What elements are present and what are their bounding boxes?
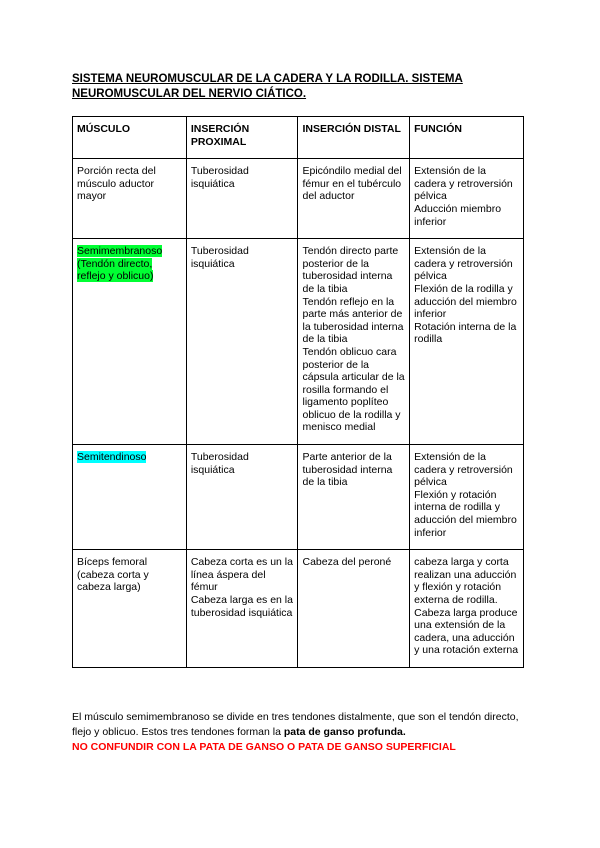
cell-muscle xyxy=(73,239,187,445)
cell-proximal xyxy=(186,159,298,239)
function-line: Extensión de la cadera y retroversión pélvica xyxy=(414,245,513,283)
muscle-name: Porción recta del músculo aductor mayor xyxy=(77,165,156,203)
distal-line: Cabeza del peroné xyxy=(302,556,392,569)
muscle-table xyxy=(72,116,524,668)
distal-line: Tendón directo parte posterior de la tuberosidad interna de la tibia xyxy=(302,245,399,295)
proximal-line: Cabeza larga es en la tuberosidad isquiática xyxy=(190,594,293,619)
notes-bold: pata de ganso profunda. xyxy=(283,726,406,738)
function-line: Flexión y rotación interna de rodilla y aducción del miembro inferior xyxy=(414,488,517,539)
muscle-name: Semitendinoso xyxy=(77,451,147,464)
cell-proximal xyxy=(186,550,298,668)
distal-line: Parte anterior de la tuberosidad interna de la tibia xyxy=(302,451,393,489)
notes-paragraph xyxy=(72,710,532,755)
cell-muscle xyxy=(73,159,187,239)
table-row xyxy=(73,159,524,239)
function-line: Aducción miembro inferior xyxy=(414,202,502,228)
cell-distal xyxy=(298,239,410,445)
header-proximal: INSERCIÓN PROXIMAL xyxy=(186,117,298,159)
distal-line: Tendón oblicuo cara posterior de la cápsula articular de la rosilla formando el ligamento poplíteo oblicuo de la rodilla y menisco medial xyxy=(302,345,405,434)
proximal-line: Tuberosidad isquiática xyxy=(190,451,249,476)
cell-function xyxy=(410,550,524,668)
cell-function xyxy=(410,159,524,239)
cell-function xyxy=(410,239,524,445)
warning-text: NO CONFUNDIR CON LA PATA DE GANSO O PATA DE GANSO SUPERFICIAL xyxy=(72,741,456,753)
function-line: Extensión de la cadera y retroversión pélvica xyxy=(414,451,513,489)
cell-distal xyxy=(298,445,410,550)
cell-proximal xyxy=(186,239,298,445)
function-line: cabeza larga y corta realizan una aducción y flexión y rotación externa de rodilla. xyxy=(414,556,517,606)
table-row xyxy=(73,239,524,445)
cell-function xyxy=(410,445,524,550)
cell-distal xyxy=(298,550,410,668)
header-function: FUNCIÓN xyxy=(410,117,524,159)
cell-proximal xyxy=(186,445,298,550)
cell-muscle xyxy=(73,445,187,550)
function-line: Rotación interna de la rodilla xyxy=(414,320,517,346)
distal-line: Tendón reflejo en la parte más anterior de la tuberosidad interna de la tibia xyxy=(302,295,404,346)
muscle-name: Semimembranoso (Tendón directo, reflejo y oblicuo) xyxy=(77,245,163,283)
distal-line: Epicóndilo medial del fémur en el tubérculo del aductor xyxy=(302,165,402,203)
header-distal: INSERCIÓN DISTAL xyxy=(298,117,410,159)
table-header-row xyxy=(73,117,524,159)
notes-text: El músculo semimembranoso se divide en tres tendones distalmente, que son el tendón directo, flejo y oblicuo. Estos tres tendones forman la xyxy=(72,711,519,738)
function-line: Extensión de la cadera y retroversión pélvica xyxy=(414,165,513,203)
proximal-line: Tuberosidad isquiática xyxy=(190,245,249,270)
document-title: SISTEMA NEUROMUSCULAR DE LA CADERA Y LA RODILLA. SISTEMA NEUROMUSCULAR DEL NERVIO CIÁTICO. xyxy=(72,73,463,100)
table-row xyxy=(73,445,524,550)
table-row xyxy=(73,550,524,668)
function-line: Flexión de la rodilla y aducción del miembro inferior xyxy=(414,282,517,321)
muscle-name: Bíceps femoral (cabeza corta y cabeza larga) xyxy=(77,556,149,594)
cell-muscle xyxy=(73,550,187,668)
function-line: Cabeza larga produce una extensión de la cadera, una aducción y una rotación externa xyxy=(414,606,519,657)
cell-distal xyxy=(298,159,410,239)
proximal-line: Cabeza corta es un la línea áspera del fémur xyxy=(190,556,293,594)
header-muscle: MÚSCULO xyxy=(73,117,187,159)
proximal-line: Tuberosidad isquiática xyxy=(190,165,249,190)
